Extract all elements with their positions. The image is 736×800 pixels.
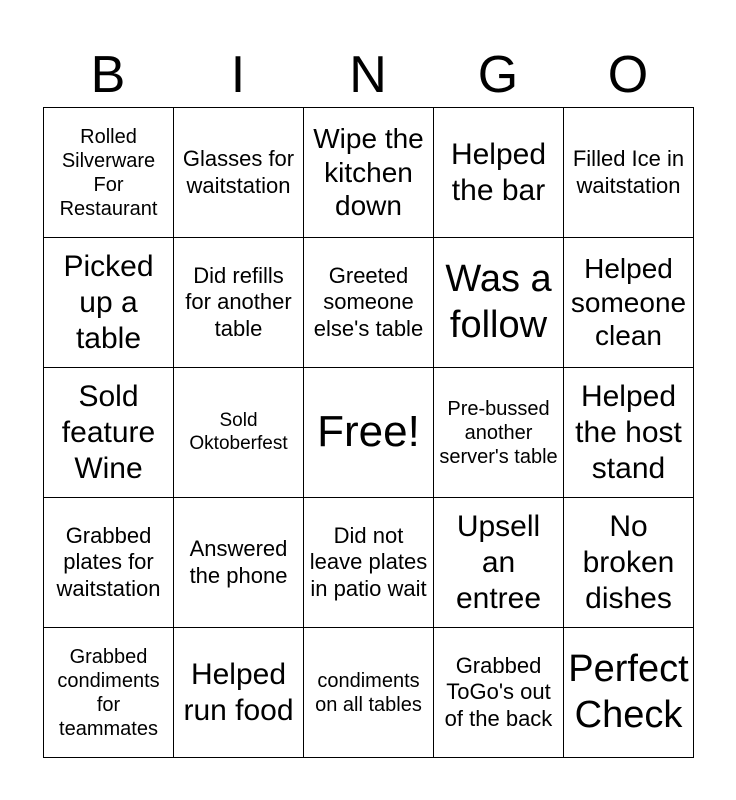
header-letter-n: N	[349, 46, 387, 104]
bingo-cell[interactable]: No broken dishes	[564, 498, 694, 628]
bingo-cell[interactable]: Sold Oktoberfest	[174, 368, 304, 498]
bingo-cell[interactable]: Did not leave plates in patio wait	[304, 498, 434, 628]
bingo-cell[interactable]: condiments on all tables	[304, 628, 434, 758]
board-row	[44, 628, 694, 758]
header-letter-i: I	[230, 46, 246, 104]
board-row	[44, 368, 694, 498]
bingo-cell[interactable]: Upsell an entree	[434, 498, 564, 628]
bingo-cell[interactable]: Helped the bar	[434, 108, 564, 238]
header-letter-b: B	[90, 46, 126, 104]
bingo-cell[interactable]: Did refills for another table	[174, 238, 304, 368]
bingo-cell[interactable]: Glasses for waitstation	[174, 108, 304, 238]
bingo-cell[interactable]: Filled Ice in waitstation	[564, 108, 694, 238]
bingo-cell[interactable]: Grabbed plates for waitstation	[44, 498, 174, 628]
bingo-header	[43, 44, 693, 106]
bingo-cell[interactable]: Helped someone clean	[564, 238, 694, 368]
header-letter-g: G	[477, 46, 519, 104]
bingo-cell[interactable]: Greeted someone else's table	[304, 238, 434, 368]
board-row	[44, 108, 694, 238]
bingo-board	[43, 107, 694, 758]
board-row	[44, 238, 694, 368]
bingo-cell[interactable]: Perfect Check	[564, 628, 694, 758]
bingo-cell[interactable]: Wipe the kitchen down	[304, 108, 434, 238]
bingo-cell[interactable]: Helped the host stand	[564, 368, 694, 498]
board-row	[44, 498, 694, 628]
free-space[interactable]: Free!	[304, 368, 434, 498]
bingo-cell[interactable]: Grabbed condiments for teammates	[44, 628, 174, 758]
header-letter-o: O	[607, 46, 649, 104]
bingo-cell[interactable]: Helped run food	[174, 628, 304, 758]
bingo-cell[interactable]: Sold feature Wine	[44, 368, 174, 498]
bingo-cell[interactable]: Answered the phone	[174, 498, 304, 628]
bingo-cell[interactable]: Rolled Silverware For Restaurant	[44, 108, 174, 238]
bingo-cell[interactable]: Grabbed ToGo's out of the back	[434, 628, 564, 758]
bingo-cell[interactable]: Picked up a table	[44, 238, 174, 368]
bingo-cell[interactable]: Pre-bussed another server's table	[434, 368, 564, 498]
bingo-cell[interactable]: Was a follow	[434, 238, 564, 368]
